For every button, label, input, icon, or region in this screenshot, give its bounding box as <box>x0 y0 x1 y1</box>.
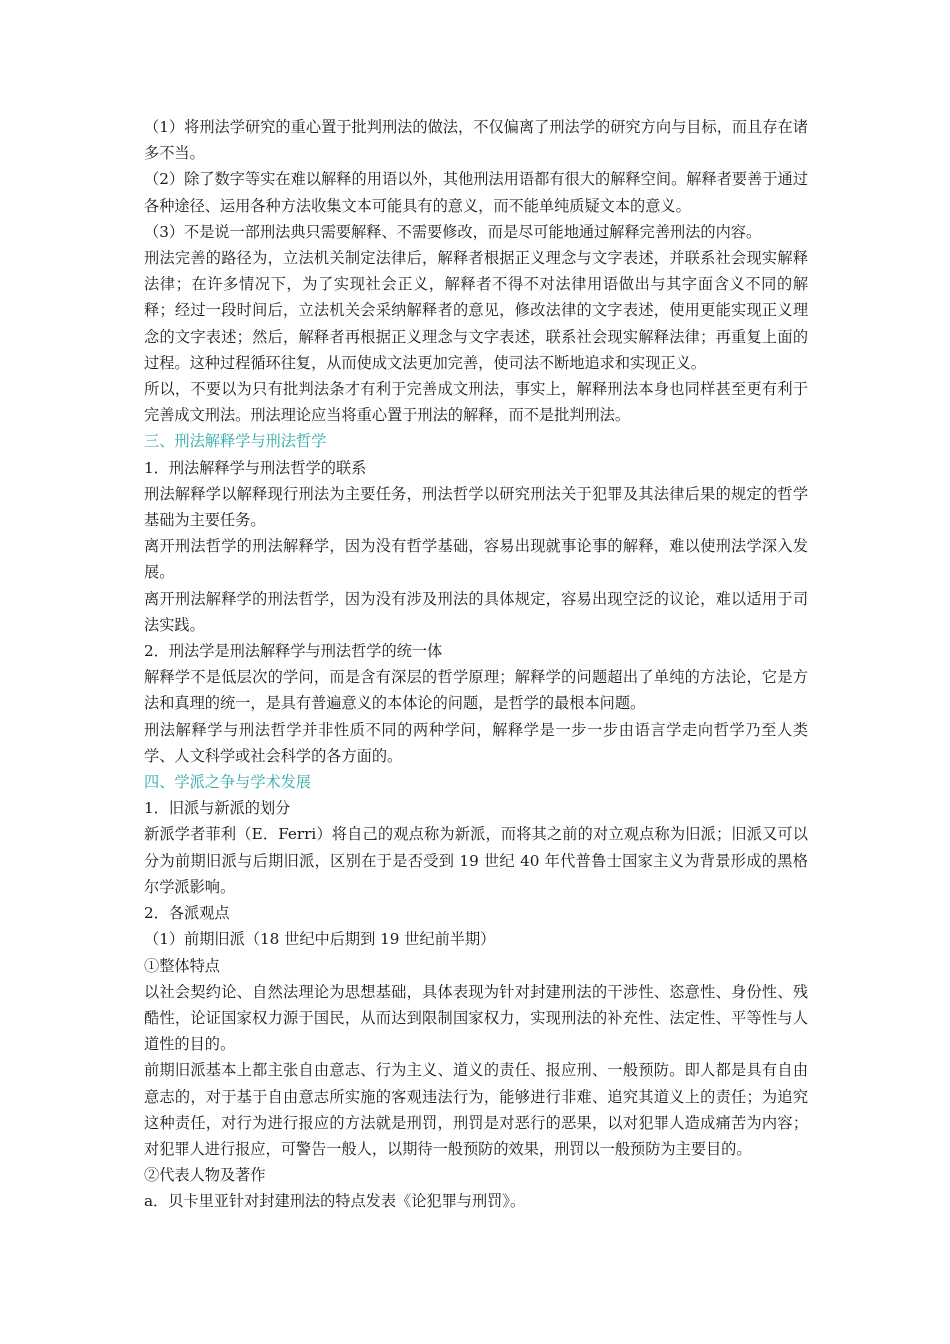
section-heading: 三、刑法解释学与刑法哲学 <box>144 432 327 451</box>
paragraph: 离开刑法解释学的刑法哲学，因为没有涉及刑法的具体规定，容易出现空泛的议论，难以适用于司法实践。 <box>144 589 808 634</box>
paragraph: 刑法解释学与刑法哲学并非性质不同的两种学问，解释学是一步一步由语言学走向哲学乃至人类学、人文科学或社会科学的各方面的。 <box>144 720 808 765</box>
paragraph: 刑法完善的路径为，立法机关制定法律后，解释者根据正义理念与文字表述，并联系社会现实解释法律；在许多情况下，为了实现社会正义，解释者不得不对法律用语做出与其字面含义不同的解释；经过一段时间后，立法机关会采纳解释者的意见，修改法律的文字表述，使用更能实现正义理念的文字表述；然后，解释者再根据正义理念与文字表述，联系社会现实解释法律；再重复上面的过程。这种过程循环往复，从而使成文法更加完善，使司法不断地追求和实现正义。 <box>144 249 808 372</box>
paragraph: 解释学不是低层次的学问，而是含有深层的哲学原理；解释学的问题超出了单纯的方法论，它是方法和真理的统一，是具有普遍意义的本体论的问题，是哲学的最根本问题。 <box>144 668 808 713</box>
list-marker-title: ②代表人物及著作 <box>144 1166 266 1185</box>
document-body <box>144 114 808 1215</box>
paragraph: 离开刑法哲学的刑法解释学，因为没有哲学基础，容易出现就事论事的解释，难以使刑法学深入发展。 <box>144 537 808 582</box>
paragraph: （3）不是说一部刑法典只需要解释、不需要修改，而是尽可能地通过解释完善刑法的内容。 <box>144 222 762 241</box>
subsection-title: 2．刑法学是刑法解释学与刑法哲学的统一体 <box>144 642 443 661</box>
paragraph: 所以，不要以为只有批判法条才有利于完善成文刑法，事实上，解释刑法本身也同样甚至更有利于完善成文刑法。刑法理论应当将重心置于刑法的解释，而不是批判刑法。 <box>144 380 808 425</box>
paragraph: 以社会契约论、自然法理论为思想基础，具体表现为针对封建刑法的干涉性、恣意性、身份性、残酷性，论证国家权力源于国民，从而达到限制国家权力，实现刑法的补充性、法定性、平等性与人道性的目的。 <box>144 982 808 1054</box>
subsection-title: 1．刑法解释学与刑法哲学的联系 <box>144 458 367 477</box>
paragraph: 刑法解释学以解释现行刑法为主要任务，刑法哲学以研究刑法关于犯罪及其法律后果的规定的哲学基础为主要任务。 <box>144 484 808 530</box>
paragraph: 新派学者菲利（E．Ferri）将自己的观点称为新派，而将其之前的对立观点称为旧派；旧派又可以分为前期旧派与后期旧派，区别在于是否受到 19 世纪 40 年代普鲁士国家主义为背景形成的黑格尔学派影响。 <box>144 825 808 896</box>
paragraph: a．贝卡里亚针对封建刑法的特点发表《论犯罪与刑罚》。 <box>144 1192 526 1211</box>
paragraph: 前期旧派基本上都主张自由意志、行为主义、道义的责任、报应刑、一般预防。即人都是具有自由意志的，对于基于自由意志所实施的客观违法行为，能够进行非难、追究其道义上的责任；为追究这种责任，对行为进行报应的方法就是刑罚，刑罚是对恶行的恶果，以对犯罪人造成痛苦为内容；对犯罪人进行报应，可警告一般人，以期待一般预防的效果，刑罚以一般预防为主要目的。 <box>144 1061 808 1158</box>
subsection-title: （1）前期旧派（18 世纪中后期到 19 世纪前半期） <box>144 930 496 949</box>
paragraph: （1）将刑法学研究的重心置于批判刑法的做法，不仅偏离了刑法学的研究方向与目标，而且存在诸多不当。 <box>144 118 808 163</box>
subsection-title: 2．各派观点 <box>144 904 230 923</box>
section-heading: 四、学派之争与学术发展 <box>144 773 312 792</box>
paragraph: （2）除了数字等实在难以解释的用语以外，其他刑法用语都有很大的解释空间。解释者要善于通过各种途径、运用各种方法收集文本可能具有的意义，而不能单纯质疑文本的意义。 <box>144 170 808 215</box>
list-marker-title: ①整体特点 <box>144 956 220 975</box>
subsection-title: 1．旧派与新派的划分 <box>144 799 291 818</box>
